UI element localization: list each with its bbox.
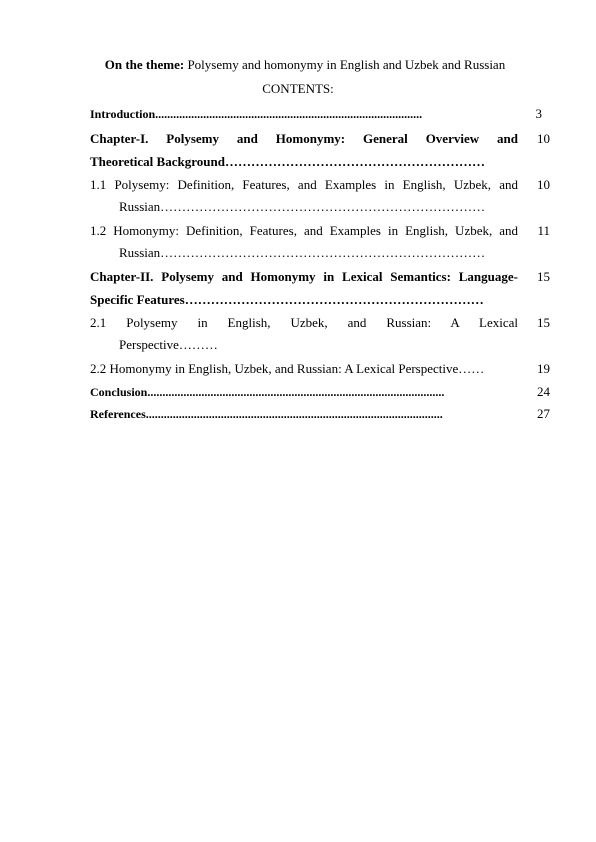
- toc-entry-section-2-1[interactable]: [90, 311, 550, 357]
- toc-entry-section-1-2[interactable]: [90, 219, 550, 265]
- contents-title: CONTENTS:: [262, 81, 334, 96]
- toc-page-number: 24: [537, 384, 550, 399]
- toc-entry-text-line-1: 1.1 Polysemy: Definition, Features, and Examples in English, Uzbek, and: [90, 177, 518, 192]
- table-of-contents: [90, 104, 550, 425]
- toc-page-number: 3: [535, 106, 542, 121]
- toc-page-number: 11: [537, 223, 550, 238]
- toc-page-number: 19: [537, 361, 550, 376]
- toc-entry-text-line-1: Chapter-II. Polysemy and Homonymy in Lexical Semantics: Language-: [90, 269, 518, 284]
- toc-page-number: 15: [537, 315, 550, 330]
- theme-line: [60, 57, 550, 73]
- toc-page-number: 10: [537, 131, 550, 146]
- toc-page-number: 27: [537, 406, 550, 421]
- toc-entry-chapter-2[interactable]: [90, 265, 550, 311]
- toc-entry-text-line-2: Specific Features……………………………………………………………: [90, 292, 484, 307]
- toc-entry-text-line-2: Theoretical Background……………………………………………………: [90, 154, 485, 169]
- toc-entry-text: Introduction.........................................................................................: [90, 107, 423, 121]
- toc-entry-references[interactable]: [90, 403, 550, 425]
- theme-label: On the theme:: [104, 57, 185, 72]
- toc-entry-conclusion[interactable]: [90, 381, 550, 403]
- toc-entry-text-line-2: Russian…………………………………………………………………: [119, 245, 486, 260]
- toc-page-number: 15: [537, 269, 550, 284]
- toc-page-number: 10: [537, 177, 550, 192]
- toc-entry-text-line-1: 1.2 Homonymy: Definition, Features, and Examples in English, Uzbek, and: [90, 223, 518, 238]
- toc-entry-text: Conclusion...................................................................................................: [90, 385, 445, 399]
- toc-entry-text-line-1: 2.1 Polysemy in English, Uzbek, and Russian: A Lexical: [90, 315, 518, 330]
- toc-entry-introduction[interactable]: [90, 104, 550, 127]
- toc-entry-text-line-2: Russian…………………………………………………………………: [119, 199, 486, 214]
- toc-entry-text-line-2: Perspective………: [119, 337, 218, 352]
- toc-entry-text-line-1: Chapter-I. Polysemy and Homonymy: General Overview and: [90, 131, 518, 146]
- toc-entry-section-2-2[interactable]: [90, 357, 550, 381]
- toc-entry-chapter-1[interactable]: [90, 127, 550, 173]
- toc-entry-text: References...................................................................................................: [90, 407, 443, 421]
- theme-text: Polysemy and homonymy in English and Uzbek and Russian: [184, 57, 506, 72]
- toc-entry-section-1-1[interactable]: [90, 173, 550, 219]
- toc-entry-text: 2.2 Homonymy in English, Uzbek, and Russian: A Lexical Perspective……: [90, 361, 485, 376]
